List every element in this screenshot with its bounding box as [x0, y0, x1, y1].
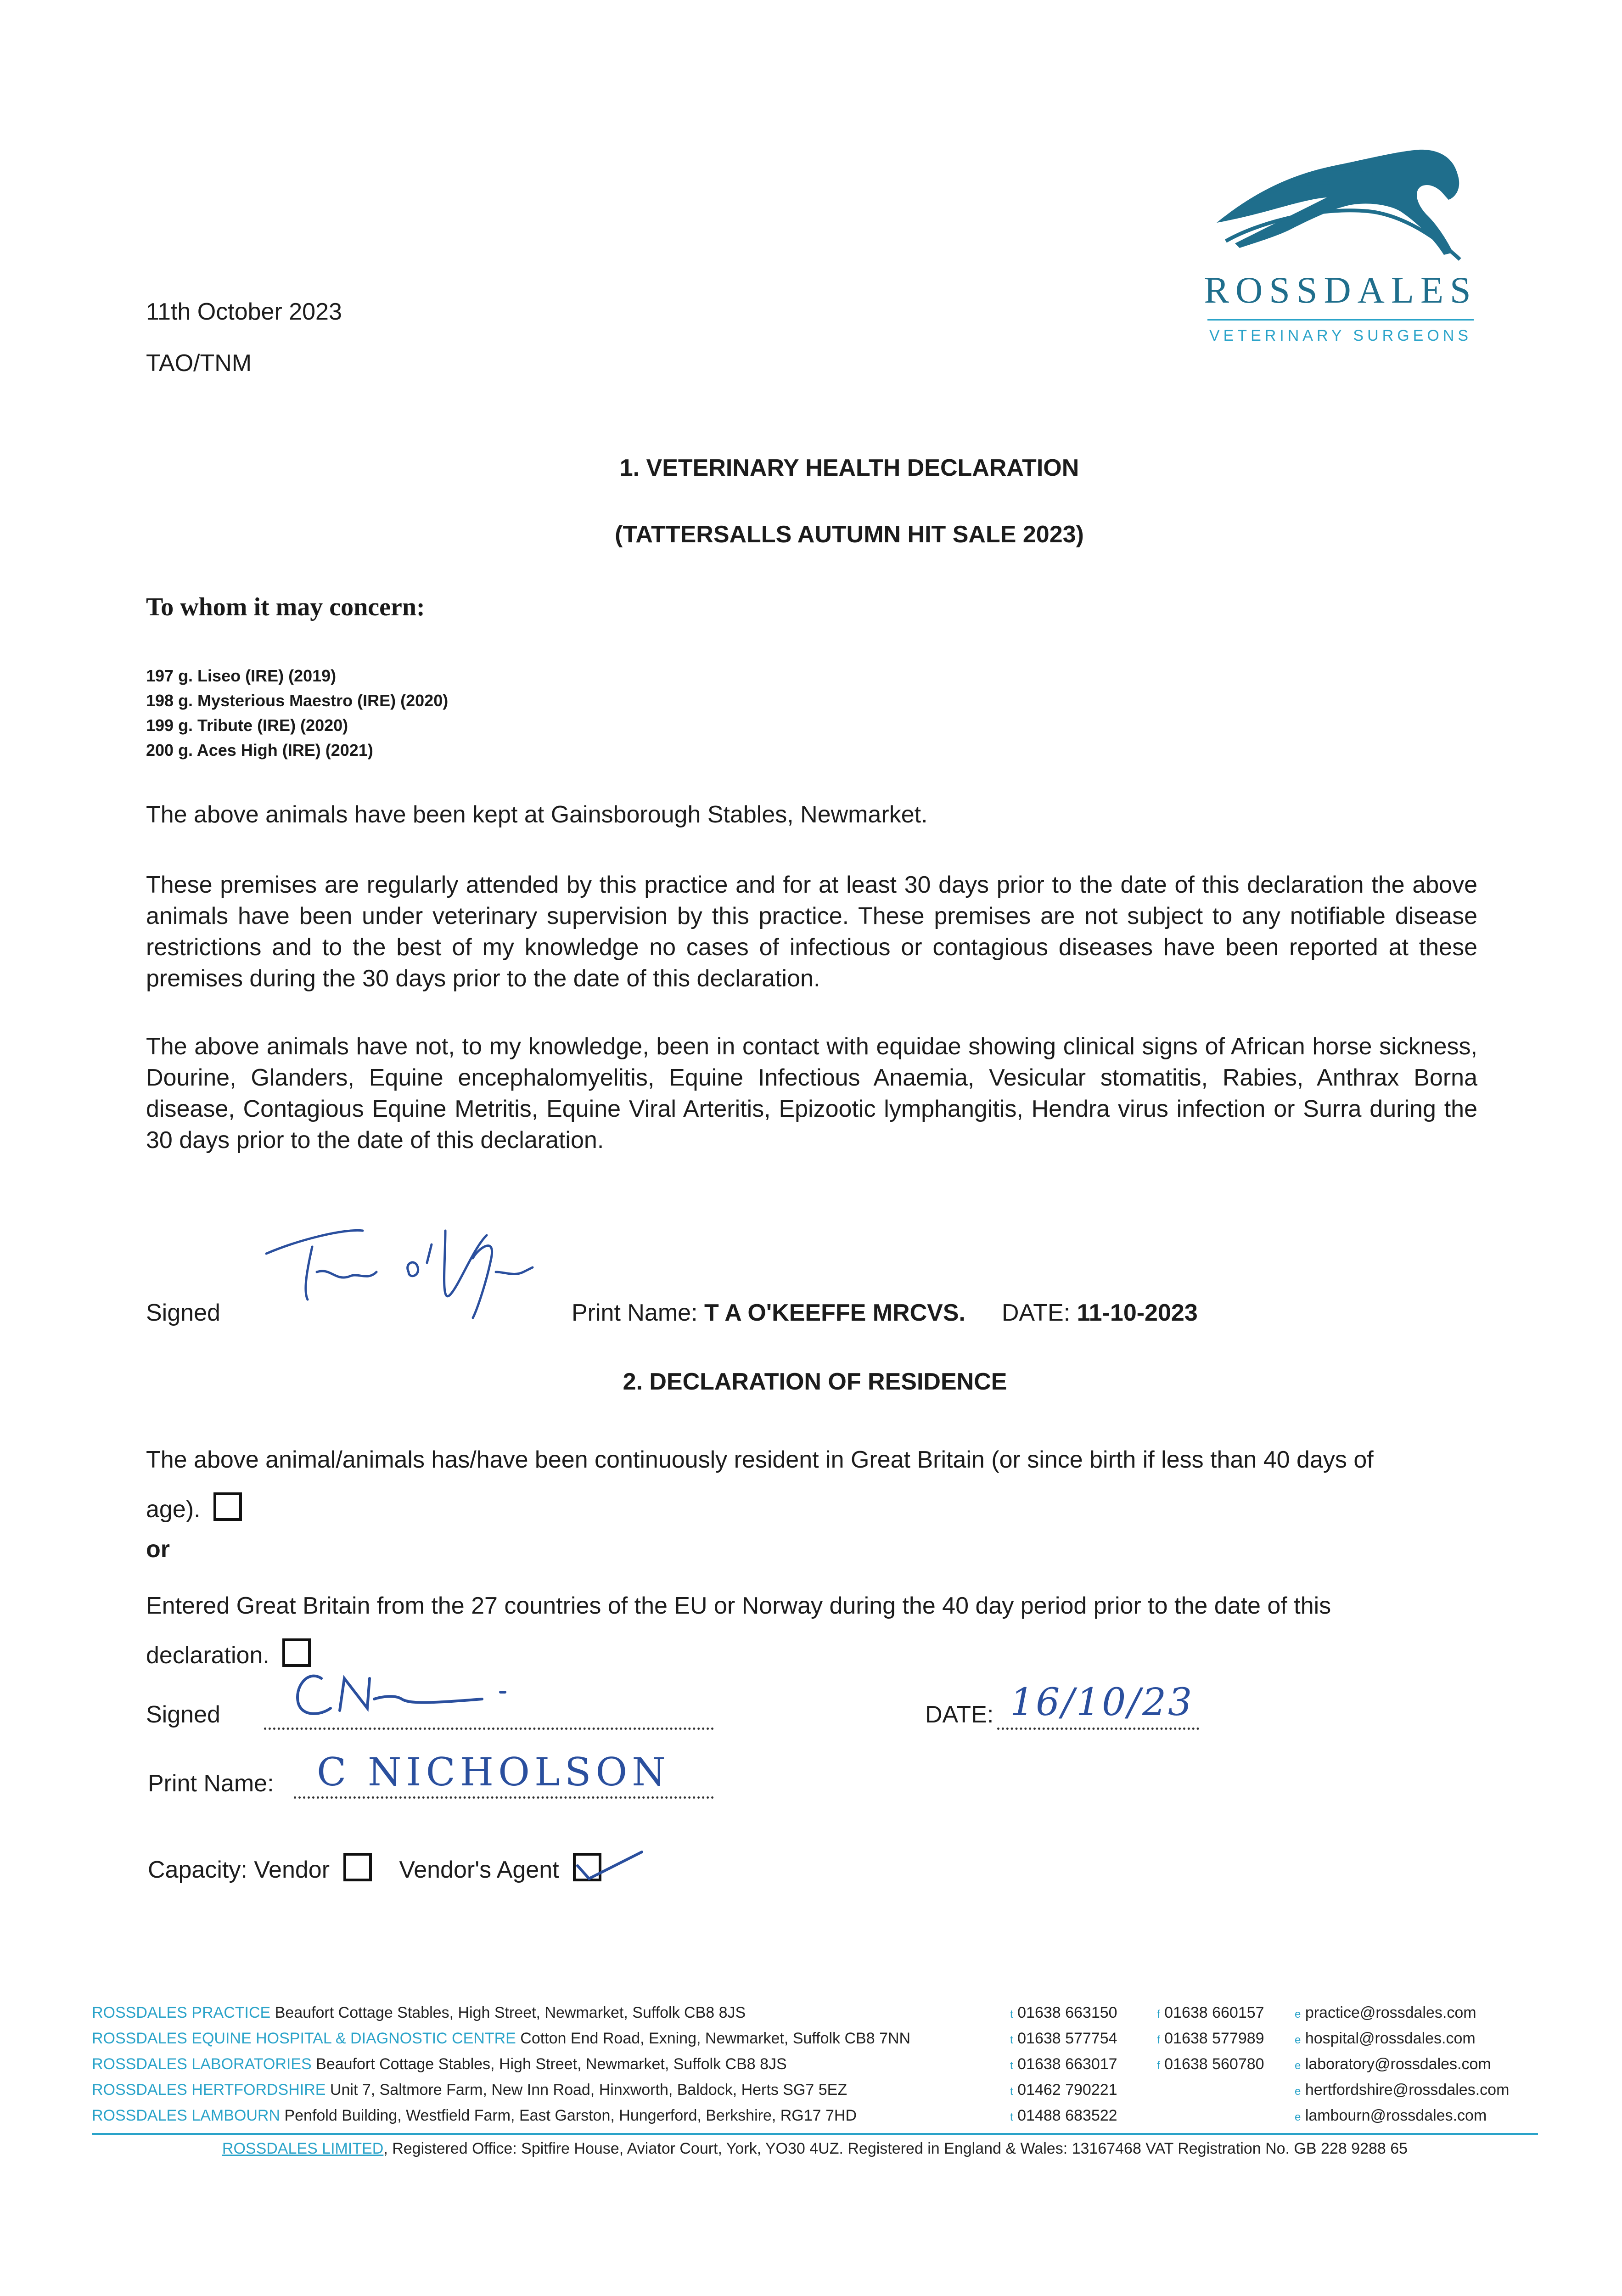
print-name-label-2: Print Name: — [148, 1770, 274, 1797]
horse-logo-icon — [1198, 138, 1483, 276]
fax-prefix: f — [1157, 2008, 1160, 2020]
list-item: 197 g. Liseo (IRE) (2019) — [146, 666, 337, 685]
signature-1 — [257, 1203, 578, 1322]
list-item: 198 g. Mysterious Maestro (IRE) (2020) — [146, 691, 449, 710]
footer-address: Cotton End Road, Exning, Newmarket, Suffolk CB8 7NN — [520, 2030, 911, 2047]
footer-cell — [1010, 2051, 1117, 2079]
para-premises: These premises are regularly attended by this practice and for at least 30 days prior to the date of this declaration the above animals have been under veterinary supervision by this practice. These premises are not subject to any notifiable disease restrictions and to the best of my knowledge no cases of infectious or contagious diseases have been reported at these premises during the 30 days prior to the date of this declaration. — [146, 872, 1477, 992]
footer-cell — [1157, 2051, 1264, 2079]
footer-email[interactable]: practice@rossdales.com — [1305, 2004, 1476, 2021]
or-label: or — [146, 1536, 170, 1563]
capacity-label: Capacity: Vendor — [148, 1857, 330, 1883]
footer-cell — [92, 2077, 847, 2103]
footer-phone: 01638 663150 — [1017, 2004, 1117, 2021]
footer-row — [92, 2103, 1538, 2128]
footer-fax: 01638 660157 — [1164, 2004, 1264, 2021]
footer-phone: 01488 683522 — [1017, 2107, 1117, 2124]
phone-prefix: t — [1010, 2060, 1013, 2072]
footer-cell — [1295, 2000, 1476, 2027]
list-item: 200 g. Aces High (IRE) (2021) — [146, 741, 373, 760]
footer-row — [92, 2026, 1538, 2051]
capacity-agent-label: Vendor's Agent — [399, 1857, 559, 1883]
footer-cell — [1295, 2051, 1491, 2079]
fax-prefix: f — [1157, 2060, 1160, 2072]
logo-name: ROSSDALES — [1204, 269, 1477, 311]
para-kept: The above animals have been kept at Gainsborough Stables, Newmarket. — [146, 801, 928, 828]
footer-cell — [1010, 2103, 1117, 2130]
footer-cell — [1295, 2077, 1509, 2105]
phone-prefix: t — [1010, 2034, 1013, 2046]
salutation: To whom it may concern: — [146, 593, 425, 621]
footer-rows — [92, 2000, 1538, 2128]
rossdales-logo — [1198, 138, 1483, 354]
residence-option-2-text: Entered Great Britain from the 27 countries of the EU or Norway during the 40 day period prior to the date of this declaration. — [146, 1593, 1331, 1669]
footer-org-name: ROSSDALES LABORATORIES — [92, 2055, 312, 2073]
list-item: 199 g. Tribute (IRE) (2020) — [146, 716, 348, 735]
email-prefix: e — [1295, 2111, 1301, 2123]
registered-text: , Registered Office: Spitfire House, Aviator Court, York, YO30 4UZ. Registered in England & Wales: 13167468 VAT Registration No. GB 228 9288 65 — [383, 2140, 1408, 2157]
section1-subtitle: (TATTERSALLS AUTUMN HIT SALE 2023) — [615, 521, 1084, 548]
footer-email[interactable]: hertfordshire@rossdales.com — [1305, 2081, 1510, 2099]
residence-option-1 — [146, 1435, 1431, 1534]
logo-divider — [1207, 319, 1474, 321]
phone-prefix: t — [1010, 2085, 1013, 2098]
footer-cell — [1295, 2026, 1476, 2053]
footer-org-name: ROSSDALES PRACTICE — [92, 2004, 271, 2021]
footer-org-name: ROSSDALES HERTFORDSHIRE — [92, 2081, 326, 2099]
signed-label-2: Signed — [146, 1701, 220, 1728]
signed-label-1: Signed — [146, 1300, 220, 1326]
footer-row — [92, 2000, 1538, 2026]
footer-address: Penfold Building, Westfield Farm, East Garston, Hungerford, Berkshire, RG17 7HD — [284, 2107, 857, 2124]
footer-cell — [1295, 2103, 1487, 2130]
capacity-row — [148, 1853, 601, 1885]
capacity-vendor-checkbox[interactable] — [343, 1853, 372, 1881]
section2-title: 2. DECLARATION OF RESIDENCE — [623, 1368, 1007, 1395]
footer-org-name: ROSSDALES LAMBOURN — [92, 2107, 280, 2124]
footer-fax: 01638 577989 — [1164, 2030, 1264, 2047]
footer-email[interactable]: lambourn@rossdales.com — [1305, 2107, 1487, 2124]
footer-address: Unit 7, Saltmore Farm, New Inn Road, Hinxworth, Baldock, Herts SG7 5EZ — [330, 2081, 847, 2099]
fax-prefix: f — [1157, 2034, 1160, 2046]
footer-cell — [92, 2103, 857, 2128]
date-label-2: DATE: — [925, 1701, 994, 1728]
print-name-value-2: C NICHOLSON — [317, 1750, 670, 1795]
para-contact: The above animals have not, to my knowledge, been in contact with equidae showing clinical signs of African horse sickness, Dourine, Glanders, Equine encephalomyelitis, Equine Infectious Anaemia, Vesicular stomatitis, Rabies, Anthrax Borna disease, Contagious Equine Metritis, Equine Viral Arteritis, Epizootic lymphangitis, Hendra virus infection or Surra during the 30 days prior to the date of this declaration. — [146, 1033, 1477, 1154]
date-label-1: DATE: — [1001, 1300, 1071, 1326]
print-name-label-1: Print Name: — [572, 1300, 698, 1326]
footer-cell — [1157, 2000, 1264, 2027]
residence-option-1-checkbox[interactable] — [213, 1492, 242, 1521]
residence-option-1-text: The above animal/animals has/have been continuously resident in Great Britain (or since birth if less than 40 days of age). — [146, 1446, 1374, 1523]
footer-row — [92, 2077, 1538, 2103]
footer-org-name: ROSSDALES EQUINE HOSPITAL & DIAGNOSTIC CENTRE — [92, 2030, 516, 2047]
email-prefix: e — [1295, 2085, 1301, 2098]
footer-email[interactable]: hospital@rossdales.com — [1305, 2030, 1476, 2047]
footer-cell — [1010, 2077, 1117, 2105]
footer-cell — [92, 2026, 910, 2051]
letter-reference: TAO/TNM — [146, 350, 252, 377]
date-value-1: 11-10-2023 — [1077, 1300, 1198, 1326]
email-prefix: e — [1295, 2008, 1301, 2020]
signature-2 — [289, 1660, 546, 1724]
letter-date: 11th October 2023 — [146, 298, 342, 325]
footer-phone: 01638 663017 — [1017, 2055, 1117, 2073]
capacity-agent-checkbox[interactable] — [573, 1853, 601, 1881]
phone-prefix: t — [1010, 2008, 1013, 2020]
footer-phone: 01638 577754 — [1017, 2030, 1117, 2047]
footer-address: Beaufort Cottage Stables, High Street, Newmarket, Suffolk CB8 8JS — [316, 2055, 787, 2073]
footer-cell — [1157, 2026, 1264, 2053]
print-name-value-1: T A O'KEEFFE MRCVS. — [704, 1300, 965, 1326]
footer-address: Beaufort Cottage Stables, High Street, Newmarket, Suffolk CB8 8JS — [275, 2004, 746, 2021]
footer-cell — [1010, 2026, 1117, 2053]
footer-email[interactable]: laboratory@rossdales.com — [1305, 2055, 1491, 2073]
print-name-row-1 — [572, 1297, 1198, 1328]
registered-office — [92, 2135, 1538, 2162]
footer-cell — [92, 2000, 746, 2026]
phone-prefix: t — [1010, 2111, 1013, 2123]
footer-phone: 01462 790221 — [1017, 2081, 1117, 2099]
email-prefix: e — [1295, 2060, 1301, 2072]
footer-row — [92, 2051, 1538, 2077]
checkmark-icon — [573, 1847, 646, 1884]
animal-list — [146, 664, 448, 763]
footer-cell — [92, 2051, 787, 2077]
section1-title: 1. VETERINARY HEALTH DECLARATION — [619, 455, 1079, 481]
footer — [92, 2000, 1538, 2162]
footer-cell — [1010, 2000, 1117, 2027]
logo-tagline: VETERINARY SURGEONS — [1209, 327, 1472, 344]
registered-name: ROSSDALES LIMITED — [222, 2140, 384, 2157]
email-prefix: e — [1295, 2034, 1301, 2046]
footer-fax: 01638 560780 — [1164, 2055, 1264, 2073]
date-value-2: 16/10/23 — [1010, 1681, 1194, 1724]
